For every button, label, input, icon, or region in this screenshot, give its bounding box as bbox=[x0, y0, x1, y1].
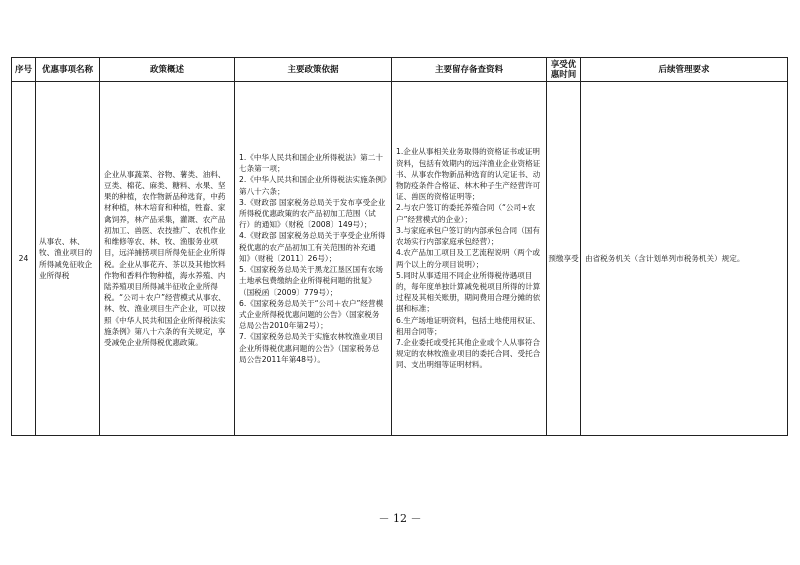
cell-basis: 1.《中华人民共和国企业所得税法》第二十七条第一项； 2.《中华人民共和国企业所得税法实施条例》第八十六条； 3.《财政部 国家税务总局关于发布享受企业所得税优惠政策的农产品初加工范围（试行）的通知》（财税〔2008〕149号）； 4.《财政部 国家税务总局关于享受企业所得税优惠的农产品初加工有关范围的补充通知》（财税〔2011〕26号）； 5.《国家税务总局关于黑龙江垦区国有农场土地承包费缴纳企业所得税问题的批复》（国税函〔2009〕779号）； 6.《国家税务总局关于“公司＋农户”经营模式企业所得税优惠问题的公告》（国家税务总局公告2010年第2号）； 7.《国家税务总局关于实施农林牧渔业项目企业所得税优惠问题的公告》（国家税务总局公告2011年第48号）。 bbox=[235, 82, 392, 436]
cell-num: 24 bbox=[12, 82, 36, 436]
cell-overview: 企业从事蔬菜、谷物、薯类、油料、豆类、棉花、麻类、糖料、水果、坚果的种植，农作物新品种选育，中药材种植，林木培育和种植，牲畜、家禽饲养，林产品采集，灌溉、农产品初加工、兽医、农技推广、农机作业和维修等农、林、牧、渔服务业项目，远洋捕捞项目所得免征企业所得税。企业从事花卉、茶以及其他饮料作物和香料作物种植，海水养殖、内陆养殖项目所得减半征收企业所得税。“公司＋农户”经营模式从事农、林、牧、渔业项目生产企业，可以按照《中华人民共和国企业所得税法实施条例》第八十六条的有关规定，享受减免企业所得税优惠政策。 bbox=[100, 82, 235, 436]
policy-table bbox=[11, 57, 788, 436]
table-row bbox=[12, 82, 788, 436]
header-basis: 主要政策依据 bbox=[235, 58, 392, 82]
cell-name: 从事农、林、牧、渔业项目的所得减免征收企业所得税 bbox=[36, 82, 100, 436]
cell-time: 预缴享受 bbox=[547, 82, 581, 436]
header-name: 优惠事项名称 bbox=[36, 58, 100, 82]
header-num: 序号 bbox=[12, 58, 36, 82]
header-materials: 主要留存备查资料 bbox=[392, 58, 547, 82]
header-mgmt: 后续管理要求 bbox=[581, 58, 788, 82]
header-time: 享受优惠时间 bbox=[547, 58, 581, 82]
header-overview: 政策概述 bbox=[100, 58, 235, 82]
table-header-row bbox=[12, 58, 788, 82]
cell-materials: 1.企业从事相关业务取得的资格证书或证明资料，包括有效期内的远洋渔业企业资格证书、从事农作物新品种选育的认定证书、动物防疫条件合格证、林木种子生产经营许可证、兽医的资格证明等； 2.与农户签订的委托养殖合同（“公司+农户”经营模式的企业）； 3.与家庭承包户签订的内部承包合同（国有农场实行内部家庭承包经营）； 4.农产品加工项目及工艺流程说明（两个或两个以上的分项目说明）； 5.同时从事适用不同企业所得税待遇项目的，每年度单独计算减免税项目所得的计算过程及其相关账册，期间费用合理分摊的依据和标准； 6.生产场地证明资料，包括土地使用权证、租用合同等； 7.企业委托或受托其他企业或个人从事符合规定的农林牧渔业项目的委托合同、受托合同、支出明细等证明材料。 bbox=[392, 82, 547, 436]
page-number: － 12 － bbox=[378, 512, 422, 525]
cell-mgmt: 由省税务机关（含计划单列市税务机关）规定。 bbox=[581, 82, 788, 436]
